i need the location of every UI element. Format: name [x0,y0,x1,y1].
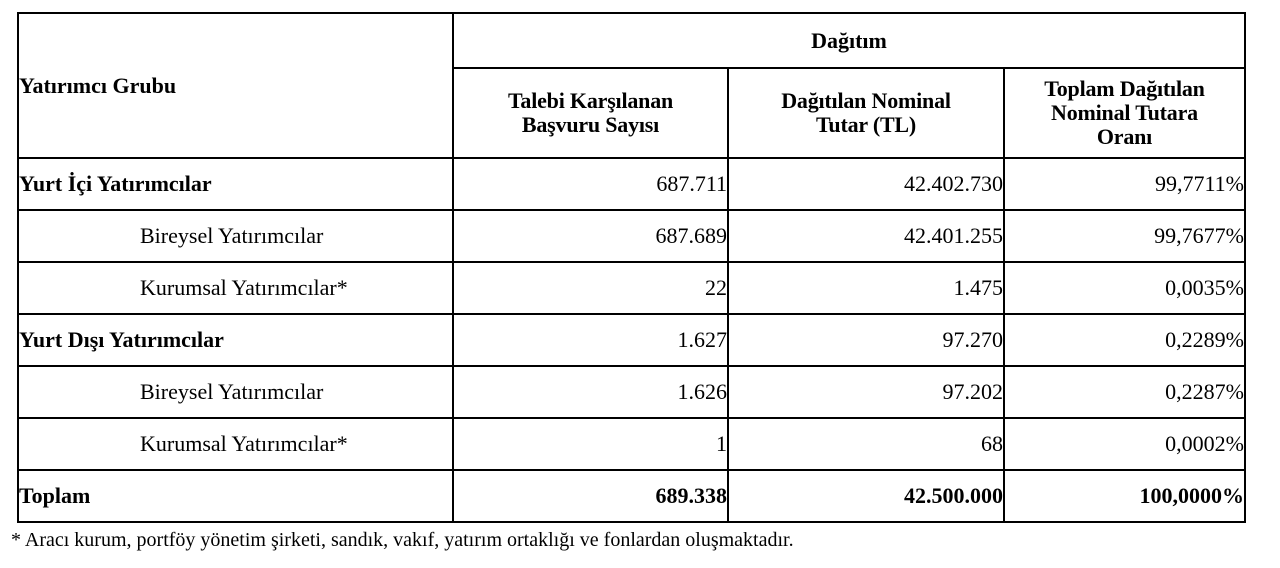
row-label: Yurt İçi Yatırımcılar [18,158,453,210]
ratio-cell: 99,7677% [1004,210,1245,262]
row-label: Kurumsal Yatırımcılar* [18,262,453,314]
table-row-foreign-individual [18,366,1245,418]
row-label: Toplam [18,470,453,522]
row-label: Yurt Dışı Yatırımcılar [18,314,453,366]
nominal-cell: 42.402.730 [728,158,1004,210]
nominal-cell: 97.270 [728,314,1004,366]
nominal-cell: 1.475 [728,262,1004,314]
header-line: Nominal Tutara [1051,100,1198,125]
table-row-foreign-institutional [18,418,1245,470]
header-line: Tutar (TL) [815,112,917,137]
nominal-cell: 42.500.000 [728,470,1004,522]
row-label: Bireysel Yatırımcılar [18,210,453,262]
distribution-header: Dağıtım [453,13,1245,68]
table-row-domestic-institutional [18,262,1245,314]
header-line: Dağıtılan Nominal [781,88,951,113]
applications-cell: 689.338 [453,470,728,522]
row-label: Bireysel Yatırımcılar [18,366,453,418]
nominal-cell: 68 [728,418,1004,470]
applications-cell: 1.626 [453,366,728,418]
ratio-cell: 99,7711% [1004,158,1245,210]
table-row-foreign [18,314,1245,366]
applications-cell: 687.711 [453,158,728,210]
nominal-cell: 97.202 [728,366,1004,418]
ratio-cell: 100,0000% [1004,470,1245,522]
table-header [18,13,1245,158]
header-line: Toplam Dağıtılan [1044,76,1205,101]
applications-cell: 22 [453,262,728,314]
ratio-header [1004,68,1245,158]
ratio-cell: 0,0002% [1004,418,1245,470]
header-line: Başvuru Sayısı [521,112,660,137]
table-row-total [18,470,1245,522]
footnote: * Aracı kurum, portföy yönetim şirketi, sandık, vakıf, yatırım ortaklığı ve fonlardan oluşmaktadır. [11,529,794,551]
nominal-amount-header [728,68,1004,158]
applications-count-header [453,68,728,158]
table-body [18,158,1245,522]
distribution-table [17,12,1246,523]
header-line: Oranı [1096,124,1153,149]
ratio-cell: 0,2287% [1004,366,1245,418]
ratio-cell: 0,0035% [1004,262,1245,314]
row-label: Kurumsal Yatırımcılar* [18,418,453,470]
nominal-cell: 42.401.255 [728,210,1004,262]
applications-cell: 687.689 [453,210,728,262]
applications-cell: 1 [453,418,728,470]
table-row-domestic [18,158,1245,210]
header-line: Talebi Karşılanan [507,88,674,113]
investor-group-header: Yatırımcı Grubu [18,13,453,158]
applications-cell: 1.627 [453,314,728,366]
ratio-cell: 0,2289% [1004,314,1245,366]
table-row-domestic-individual [18,210,1245,262]
